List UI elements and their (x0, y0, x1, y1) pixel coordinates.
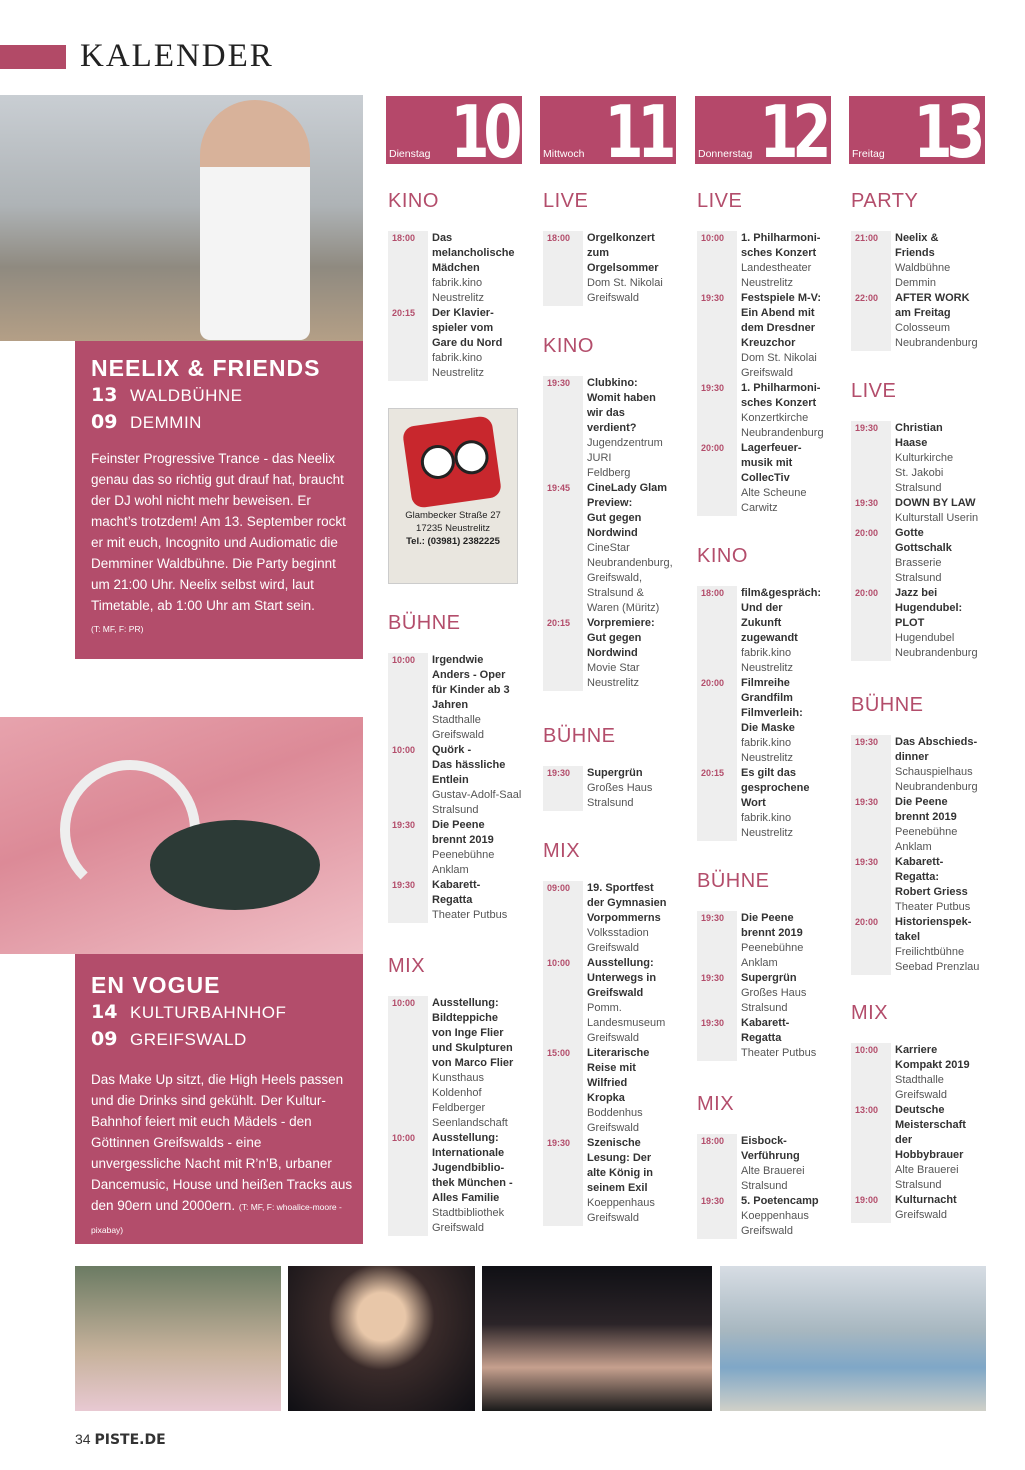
event-name: Lagerfeuer- musik mit CollecTiv (741, 442, 802, 484)
event-time: 21:00 (855, 233, 879, 243)
time-column (851, 735, 891, 975)
event-name: Kabarett- Regatta: Robert Griess (895, 856, 968, 898)
event-name: Karriere Kompakt 2019 (895, 1044, 970, 1071)
event-time: 19:00 (855, 1195, 879, 1205)
category-heading: PARTY (851, 190, 919, 212)
event-venue: Landestheater Neustrelitz (741, 262, 812, 289)
listing-item[interactable] (895, 855, 979, 915)
event-name: Eisbock- Verführung (741, 1135, 800, 1162)
event-name: Jazz bei Hugendubel: PLOT (895, 587, 963, 629)
event-name: CineLady Glam Preview: Gut gegen Nordwind (587, 482, 668, 539)
event-title: NEELIX & FRIENDS (91, 355, 321, 381)
listing-item[interactable] (895, 526, 978, 586)
event-venue: Peenebühne Anklam (741, 942, 804, 969)
hair-illustration (150, 820, 320, 910)
event-time: 10:00 (855, 1045, 879, 1055)
event-venue: Kulturstall Userin (895, 512, 979, 524)
ad-city: 17235 Neustrelitz (416, 523, 490, 534)
event-venue: Brasserie Stralsund (895, 557, 942, 584)
event-venue: Stadtbibliothek Greifswald (432, 1207, 505, 1234)
day-name: Freitag (852, 148, 885, 160)
event-time: 19:30 (855, 797, 879, 807)
category-block (697, 1093, 833, 1239)
day-header-wednesday (540, 96, 676, 164)
event-column (891, 735, 979, 975)
event-name: Clubkino: Womit haben wir das verdient? (587, 377, 656, 434)
event-name: Ausstellung: Internationale Jugendbiblio- thek München - Alles Familie (432, 1132, 513, 1204)
ad-phone: Tel.: (03981) 2382225 (406, 536, 500, 547)
event-day: 14 (91, 1001, 118, 1023)
event-name: 1. Philharmoni- sches Konzert (741, 232, 821, 259)
listing-item[interactable] (895, 1193, 970, 1223)
event-venue: Stadthalle Greifswald (432, 714, 484, 741)
listing-item[interactable] (895, 1103, 970, 1193)
event-name: Gotte Gottschalk (895, 527, 952, 554)
event-column (583, 881, 666, 1226)
event-time: 10:00 (547, 958, 571, 968)
event-venue: Movie Star Neustrelitz (587, 662, 640, 689)
event-time: 20:15 (547, 618, 571, 628)
event-name: Ausstellung: Bildteppiche von Inge Flier und Skulpturen von Marco Flier (432, 997, 514, 1069)
category-heading: BÜHNE (697, 870, 770, 892)
event-time: 19:30 (701, 1196, 725, 1206)
listing-item[interactable] (741, 231, 824, 291)
category-heading: MIX (851, 1002, 889, 1024)
event-month: 09 (91, 1028, 118, 1050)
time-column (697, 231, 737, 516)
listing-item[interactable] (741, 291, 824, 381)
listing-item[interactable] (895, 231, 978, 291)
event-time: 19:30 (855, 423, 879, 433)
site-name: PISTE.DE (94, 1432, 166, 1448)
event-name: Szenische Lesung: Der alte König in seinem Exil (587, 1137, 653, 1194)
event-description: Das Make Up sitzt, die High Heels passen und die Drinks sind gekühlt. Der Kultur-Bahnhof feiert mit euch Mädels - den Göttinnen Greifswalds - eine unvergessliche Nacht mit R’n’B, urbaner Dancemusic, House und heißen Tracks aus den 90ern und 2000ern. (T: MF, F: whoalice-moore - pixabay) (91, 1072, 353, 1235)
event-venue: Colosseum Neubrandenburg (895, 322, 978, 349)
event-month: 09 (91, 411, 118, 433)
event-time: 10:00 (701, 233, 725, 243)
event-column (428, 996, 513, 1236)
event-column (583, 376, 673, 691)
event-name: Vorpremiere: Gut gegen Nordwind (587, 617, 655, 659)
listing-item[interactable] (741, 971, 816, 1016)
category-heading: BÜHNE (851, 694, 924, 716)
category-block (851, 1002, 987, 1223)
time-column (697, 1134, 737, 1239)
time-column (851, 231, 891, 351)
event-time: 19:30 (701, 383, 725, 393)
category-heading: KINO (543, 335, 594, 357)
day-name: Mittwoch (543, 148, 585, 160)
category-heading: BÜHNE (543, 725, 616, 747)
event-time: 10:00 (392, 745, 416, 755)
event-venue: Pomm. Landesmuseum Greifswald (587, 1002, 666, 1044)
event-name: Quörk - Das hässliche Entlein (432, 744, 506, 786)
listing-item[interactable] (741, 381, 824, 441)
category-heading: LIVE (697, 190, 743, 212)
listing-item[interactable] (587, 231, 663, 306)
event-venue: Alte Brauerei Stralsund (895, 1164, 959, 1191)
event-time: 10:00 (392, 655, 416, 665)
listing-item[interactable] (741, 676, 821, 766)
category-block (697, 190, 833, 516)
event-time: 19:30 (855, 857, 879, 867)
event-time: 19:30 (392, 880, 416, 890)
event-time: 18:00 (547, 233, 571, 243)
day-name: Donnerstag (698, 148, 753, 160)
event-venue: Jugendzentrum JURI Feldberg (587, 437, 663, 479)
category-block (697, 545, 833, 841)
event-time: 15:00 (547, 1048, 571, 1058)
event-venue: Dom St. Nikolai Greifswald (741, 352, 817, 379)
event-venue: CineStar Neubrandenburg, Greifswald, Stralsund & Waren (Müritz) (587, 542, 673, 614)
event-time: 19:45 (547, 483, 571, 493)
event-venue: Kunsthaus Koldenhof Feldberger Seenlandschaft (432, 1072, 508, 1129)
time-column (697, 911, 737, 1061)
category-block (851, 380, 987, 661)
time-column (388, 996, 428, 1236)
category-block (543, 190, 679, 306)
event-column (891, 231, 978, 351)
event-name: Kabarett- Regatta (741, 1017, 790, 1044)
day-header-thursday (695, 96, 831, 164)
event-venue: fabrik.kino Neustrelitz (741, 737, 793, 764)
event-venue: fabrik.kino Neustrelitz (741, 812, 793, 839)
listing-item[interactable] (741, 1194, 819, 1239)
listing-item[interactable] (741, 911, 816, 971)
listing-item[interactable] (587, 766, 652, 811)
event-time: 22:00 (855, 293, 879, 303)
event-venue: Volksstadion Greifswald (587, 927, 649, 954)
event-column (583, 766, 652, 811)
event-time: 13:00 (855, 1105, 879, 1115)
category-block (697, 870, 833, 1061)
category-block (851, 694, 987, 975)
event-venue: Großes Haus Stralsund (587, 782, 653, 809)
event-column (891, 421, 978, 661)
event-time: 20:00 (855, 917, 879, 927)
category-heading: MIX (697, 1093, 735, 1115)
event-description: Feinster Progressive Trance - das Neelix genau das so richtig gut drauf hat, braucht der DJ wohl nicht mehr beweisen. Er macht’s trotzdem! Am 13. September rockt er mit euch, Incognito und Audiomatic die Demminer Waldbühne. Die Party beginnt um 21:00 Uhr. Neelix selbst wird, laut Timetable, ab 1:00 Uhr am Start sein. (91, 451, 346, 613)
listing-item[interactable] (741, 1134, 819, 1194)
listing-item[interactable] (741, 441, 824, 516)
event-venue: Theater Putbus (895, 901, 971, 913)
event-time: 19:30 (701, 293, 725, 303)
event-venue: Alte Brauerei Stralsund (741, 1165, 805, 1192)
event-name: DOWN BY LAW (895, 497, 976, 509)
event-name: Supergrün (741, 972, 797, 984)
bottom-photo-1 (75, 1266, 281, 1411)
event-name: 1. Philharmoni- sches Konzert (741, 382, 821, 409)
event-credit: (T: MF, F: PR) (91, 624, 144, 634)
listing-item[interactable] (587, 881, 666, 956)
bottom-photo-4 (720, 1266, 986, 1411)
event-column (737, 586, 821, 841)
listing-item[interactable] (587, 481, 673, 616)
event-name: Literarische Reise mit Wilfried Kropka (587, 1047, 650, 1104)
event-time: 19:30 (547, 1138, 571, 1148)
eye-icon (419, 443, 457, 481)
listing-item[interactable] (432, 306, 515, 381)
eye-icon (452, 438, 490, 476)
event-name: Kabarett- Regatta (432, 879, 481, 906)
category-block (543, 335, 679, 691)
event-time: 19:30 (701, 973, 725, 983)
event-venue: Dom St. Nikolai Greifswald (587, 277, 663, 304)
bottom-photo-3 (482, 1266, 712, 1411)
event-column (737, 231, 824, 516)
event-time: 19:30 (392, 820, 416, 830)
event-location-city: DEMMIN (130, 413, 202, 432)
event-name: Filmreihe Grandfilm Filmverleih: Die Maske (741, 677, 803, 734)
pizza-logo-icon (402, 415, 503, 509)
event-time: 19:30 (547, 378, 571, 388)
event-venue: fabrik.kino Neustrelitz (432, 352, 484, 379)
page-title: KALENDER (80, 38, 274, 74)
page-number: 34 (75, 1431, 91, 1447)
category-heading: KINO (388, 190, 439, 212)
day-number: 13 (913, 96, 979, 164)
event-name: Die Peene brennt 2019 (741, 912, 803, 939)
event-column (583, 231, 663, 306)
event-name: AFTER WORK am Freitag (895, 292, 970, 319)
event-name: Orgelkonzert zum Orgelsommer (587, 232, 659, 274)
event-name: Supergrün (587, 767, 643, 779)
event-venue: Peenebühne Anklam (895, 826, 958, 853)
event-venue: Theater Putbus (432, 909, 508, 921)
listing-item[interactable] (895, 1043, 970, 1103)
listing-item[interactable] (895, 735, 979, 795)
event-venue: Greifswald (895, 1209, 947, 1221)
event-venue: Schauspielhaus Neubrandenburg (895, 766, 978, 793)
time-column (543, 376, 583, 691)
ad-address (391, 509, 515, 548)
time-column (543, 231, 583, 306)
pizza-ad[interactable] (388, 408, 518, 584)
category-block (388, 955, 524, 1236)
event-name: Festspiele M-V: Ein Abend mit dem Dresdner Kreuzchor (741, 292, 822, 349)
event-venue: Kulturkirche St. Jakobi Stralsund (895, 452, 954, 494)
event-name: film&gespräch: Und der Zukunft zugewandt (741, 587, 822, 644)
time-column (543, 766, 583, 811)
event-name: Irgendwie Anders - Oper für Kinder ab 3 Jahren (432, 654, 510, 711)
day-header-tuesday (386, 96, 522, 164)
category-block (543, 725, 679, 811)
event-box-neelix (75, 341, 363, 659)
category-heading: KINO (697, 545, 748, 567)
event-name: Kulturnacht (895, 1194, 957, 1206)
event-day: 13 (91, 384, 118, 406)
listing-item[interactable] (587, 616, 673, 691)
event-venue: Freilichtbühne Seebad Prenzlau (895, 946, 980, 973)
listing-item[interactable] (895, 291, 978, 351)
event-column (891, 1043, 970, 1223)
header-accent-bar (0, 45, 66, 69)
time-column (388, 231, 428, 381)
category-heading: MIX (543, 840, 581, 862)
event-title: EN VOGUE (91, 972, 221, 998)
event-venue: Waldbühne Demmin (895, 262, 951, 289)
listing-item[interactable] (587, 1046, 666, 1136)
time-column (697, 586, 737, 841)
day-name: Dienstag (389, 148, 431, 160)
event-name: Christian Haase (895, 422, 943, 449)
event-venue: Großes Haus Stralsund (741, 987, 807, 1014)
listing-item[interactable] (895, 915, 979, 975)
event-location-venue: KULTURBAHNHOF (130, 1003, 287, 1022)
category-heading: MIX (388, 955, 426, 977)
event-venue: Koeppenhaus Greifswald (587, 1197, 655, 1224)
day-number: 12 (759, 96, 825, 164)
event-time: 10:00 (392, 998, 416, 1008)
event-name: 19. Sportfest der Gymnasien Vorpommerns (587, 882, 667, 924)
event-time: 20:00 (855, 528, 879, 538)
listing-item[interactable] (741, 766, 821, 841)
event-time: 19:30 (855, 737, 879, 747)
event-venue: Alte Scheune Carwitz (741, 487, 807, 514)
category-heading: BÜHNE (388, 612, 461, 634)
category-block (851, 190, 987, 351)
event-name: Deutsche Meisterschaft der Hobbybrauer (895, 1104, 966, 1161)
page-footer (75, 1431, 166, 1448)
event-column (428, 653, 521, 923)
category-block (388, 190, 524, 381)
listing-item[interactable] (432, 1131, 513, 1236)
listing-item[interactable] (895, 496, 978, 526)
event-column (737, 1134, 819, 1239)
event-name: Das Abschieds- dinner (895, 736, 978, 763)
listing-item[interactable] (587, 1136, 666, 1226)
day-number: 11 (604, 96, 670, 164)
event-venue: Theater Putbus (741, 1047, 817, 1059)
event-time: 19:30 (855, 498, 879, 508)
event-location-city: GREIFSWALD (130, 1030, 247, 1049)
listing-item[interactable] (432, 231, 515, 306)
event-column (737, 911, 816, 1061)
listing-item[interactable] (741, 1016, 816, 1061)
listing-item[interactable] (432, 996, 513, 1131)
event-name: Es gilt das gesprochene Wort (741, 767, 810, 809)
event-name: Das melancholische Mädchen (432, 232, 515, 274)
day-header-friday (849, 96, 985, 164)
time-column (543, 881, 583, 1226)
event-box-en-vogue (75, 954, 363, 1244)
event-time: 20:00 (701, 443, 725, 453)
event-venue: Konzertkirche Neubrandenburg (741, 412, 824, 439)
category-block (388, 612, 524, 923)
event-time: 10:00 (392, 1133, 416, 1143)
event-time: 19:30 (701, 1018, 725, 1028)
time-column (388, 653, 428, 923)
event-venue: Hugendubel Neubrandenburg (895, 632, 978, 659)
listing-item[interactable] (432, 818, 521, 878)
event-time: 20:15 (392, 308, 416, 318)
event-time: 20:00 (855, 588, 879, 598)
time-column (851, 1043, 891, 1223)
bottom-photo-2 (288, 1266, 475, 1411)
time-column (851, 421, 891, 661)
event-time: 20:15 (701, 768, 725, 778)
event-time: 09:00 (547, 883, 571, 893)
listing-item[interactable] (432, 653, 521, 743)
listing-item[interactable] (895, 586, 978, 661)
event-name: 5. Poetencamp (741, 1195, 819, 1207)
event-name: Neelix & Friends (895, 232, 939, 259)
event-venue: Stadthalle Greifswald (895, 1074, 947, 1101)
event-venue: Gustav-Adolf-Saal Stralsund (432, 789, 522, 816)
event-location-venue: WALDBÜHNE (130, 386, 243, 405)
event-time: 19:30 (547, 768, 571, 778)
event-name: Der Klavier- spieler vom Gare du Nord (432, 307, 503, 349)
category-block (543, 840, 679, 1226)
event-venue: fabrik.kino Neustrelitz (432, 277, 484, 304)
listing-item[interactable] (587, 376, 673, 481)
event-time: 19:30 (701, 913, 725, 923)
neelix-person (200, 100, 310, 340)
listing-item[interactable] (587, 956, 666, 1046)
listing-item[interactable] (895, 421, 978, 496)
category-heading: LIVE (543, 190, 589, 212)
ad-street: Glambecker Straße 27 (405, 510, 501, 521)
event-time: 18:00 (701, 588, 725, 598)
event-venue: Boddenhus Greifswald (587, 1107, 643, 1134)
event-venue: Peenebühne Anklam (432, 849, 495, 876)
event-time: 18:00 (392, 233, 416, 243)
event-name: Historienspek- takel (895, 916, 972, 943)
event-time: 20:00 (701, 678, 725, 688)
event-time: 18:00 (701, 1136, 725, 1146)
listing-item[interactable] (741, 586, 821, 676)
event-name: Ausstellung: Unterwegs in Greifswald (587, 957, 657, 999)
category-heading: LIVE (851, 380, 897, 402)
listing-item[interactable] (432, 878, 521, 923)
event-venue: fabrik.kino Neustrelitz (741, 647, 793, 674)
event-venue: Koeppenhaus Greifswald (741, 1210, 809, 1237)
listing-item[interactable] (895, 795, 979, 855)
event-name: Die Peene brennt 2019 (432, 819, 494, 846)
event-column (428, 231, 515, 381)
listing-item[interactable] (432, 743, 521, 818)
event-credit: (T: MF, F: whoalice-moore - pixabay) (91, 1202, 342, 1235)
event-name: Die Peene brennt 2019 (895, 796, 957, 823)
day-number: 10 (450, 96, 516, 164)
